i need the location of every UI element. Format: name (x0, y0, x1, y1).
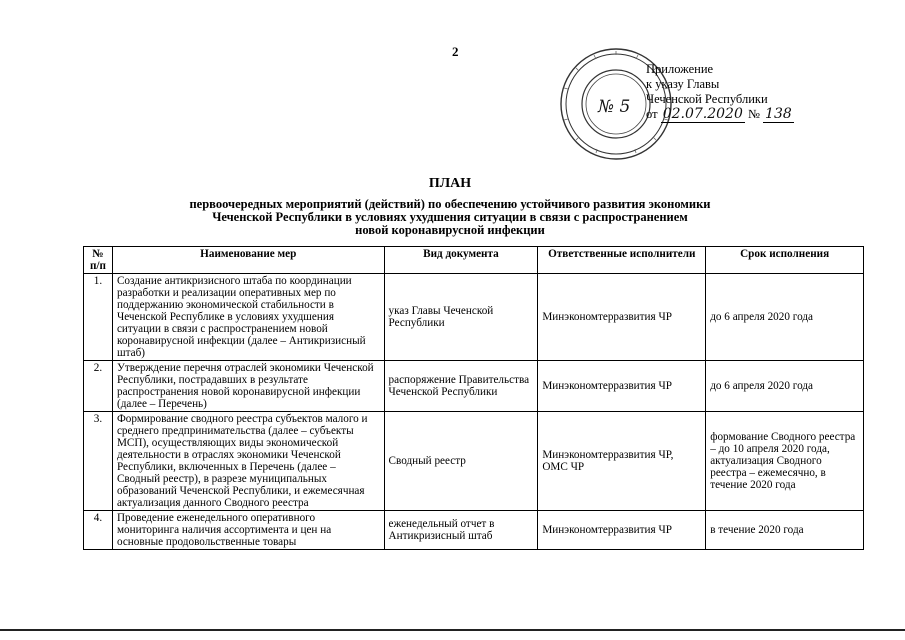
cell-resp: Минэкономтерразвития ЧР (538, 361, 706, 412)
cell-term: формование Сводного реестра – до 10 апреля 2020 года, актуализация Сводного реестра – ежемесячно, в течение 2020 года (706, 412, 864, 511)
table-row (84, 511, 864, 550)
measures-table (83, 246, 864, 550)
cell-name: Проведение еженедельного оперативного мониторинга наличия ассортимента и цен на основные продовольственные товары (112, 511, 384, 550)
cell-resp: Минэкономтерразвития ЧР (538, 274, 706, 361)
header-resp: Ответственные исполнители (538, 247, 706, 274)
cell-doc: указ Главы Чеченской Республики (384, 274, 538, 361)
date-value: 02.07.2020 (662, 106, 743, 122)
number-prefix: № (747, 107, 760, 121)
cell-num: 3. (84, 412, 113, 511)
cell-term: до 6 апреля 2020 года (706, 274, 864, 361)
cell-term: до 6 апреля 2020 года (706, 361, 864, 412)
document-title: ПЛАН (428, 176, 472, 191)
cell-resp: Минэкономтерразвития ЧР, ОМС ЧР (538, 412, 706, 511)
date-prefix: от (646, 107, 658, 121)
cell-doc: еженедельный отчет в Антикризисный штаб (384, 511, 538, 550)
table-header-row (84, 247, 864, 274)
appendix-block (646, 62, 794, 122)
cell-doc: Сводный реестр (384, 412, 538, 511)
appendix-line-1: Приложение (646, 62, 714, 76)
header-doc: Вид документа (384, 247, 538, 274)
document-subtitle (100, 198, 800, 237)
subtitle-line-2: Чеченской Республики в условиях ухудшения ситуации в связи с распространением (212, 210, 688, 224)
header-term: Срок исполнения (706, 247, 864, 274)
cell-doc: распоряжение Правительства Чеченской Республики (384, 361, 538, 412)
table-row (84, 361, 864, 412)
table-row (84, 274, 864, 361)
cell-num: 4. (84, 511, 113, 550)
table-row (84, 412, 864, 511)
stamp-number: № 5 (598, 97, 631, 117)
cell-num: 2. (84, 361, 113, 412)
cell-resp: Минэкономтерразвития ЧР (538, 511, 706, 550)
cell-name: Создание антикризисного штаба по координации разработки и реализации оперативных мер по поддержанию экономической стабильности в Чеченской Республике в условиях ухудшения ситуации в связи с распространением новой коронавирусной инфекции (далее – Антикризисный штаб) (112, 274, 384, 361)
header-name: Наименование мер (112, 247, 384, 274)
appendix-line-2: к указу Главы (646, 77, 720, 91)
subtitle-line-3: новой коронавирусной инфекции (355, 223, 545, 237)
number-value: 138 (765, 106, 792, 122)
page-number: 2 (452, 44, 459, 59)
scan-edge-line (0, 629, 905, 631)
cell-name: Формирование сводного реестра субъектов малого и среднего предпринимательства (далее – субъекты МСП), осуществляющих виды экономической деятельности в отраслях экономики Чеченской Республики, включенных в Перечень (далее – Сводный реестр), в разрезе муниципальных образований Чеченской Республики, и ежемесячная актуализация данного Сводного реестра (112, 412, 384, 511)
subtitle-line-1: первоочередных мероприятий (действий) по обеспечению устойчивого развития экономики (189, 197, 711, 211)
appendix-line-3: Чеченской Республики (646, 92, 768, 106)
appendix-date-line (646, 107, 794, 122)
cell-name: Утверждение перечня отраслей экономики Чеченской Республики, пострадавших в результате распространения новой коронавирусной инфекции (далее – Перечень) (112, 361, 384, 412)
cell-num: 1. (84, 274, 113, 361)
header-num: № п/п (84, 247, 113, 274)
cell-term: в течение 2020 года (706, 511, 864, 550)
